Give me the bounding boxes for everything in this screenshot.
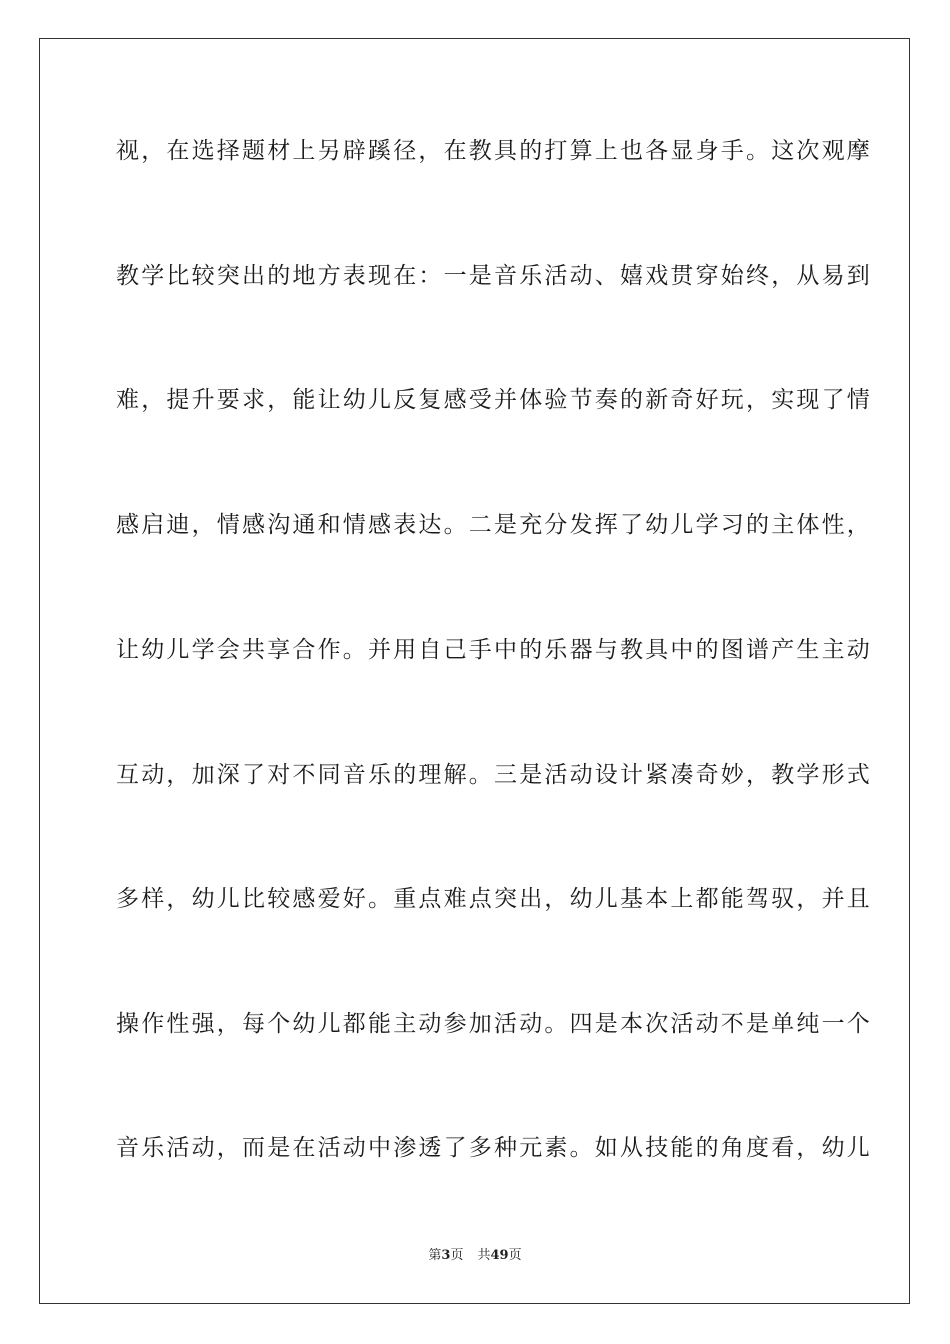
total-pages: 49: [490, 1248, 509, 1263]
text-line: 多样，幼儿比较感爱好。重点难点突出，幼儿基本上都能驾驭，并且: [116, 886, 872, 912]
text-line: 操作性强，每个幼儿都能主动参加活动。四是本次活动不是单纯一个: [116, 1011, 872, 1037]
text-line: 互动，加深了对不同音乐的理解。三是活动设计紧凑奇妙，教学形式: [116, 762, 872, 788]
text-line: 视，在选择题材上另辟蹊径，在教具的打算上也各显身手。这次观摩: [116, 138, 872, 164]
page-footer: [0, 1247, 950, 1265]
text-line: 感启迪，情感沟通和情感表达。二是充分发挥了幼儿学习的主体性，: [116, 512, 872, 538]
text-line: 难，提升要求，能让幼儿反复感受并体验节奏的新奇好玩，实现了情: [116, 387, 872, 413]
text-line: 音乐活动，而是在活动中渗透了多种元素。如从技能的角度看，幼儿: [116, 1135, 872, 1161]
page-prefix: 第: [428, 1248, 442, 1263]
text-line: 教学比较突出的地方表现在：一是音乐活动、嬉戏贯穿始终，从易到: [116, 263, 872, 289]
total-suffix: 页: [508, 1248, 522, 1263]
total-prefix: 共: [477, 1248, 491, 1263]
text-line: 让幼儿学会共享合作。并用自己手中的乐器与教具中的图谱产生主动: [116, 637, 872, 663]
page-suffix: 页: [450, 1248, 464, 1263]
page-number: 3: [441, 1248, 451, 1263]
page-border: [39, 38, 910, 1304]
